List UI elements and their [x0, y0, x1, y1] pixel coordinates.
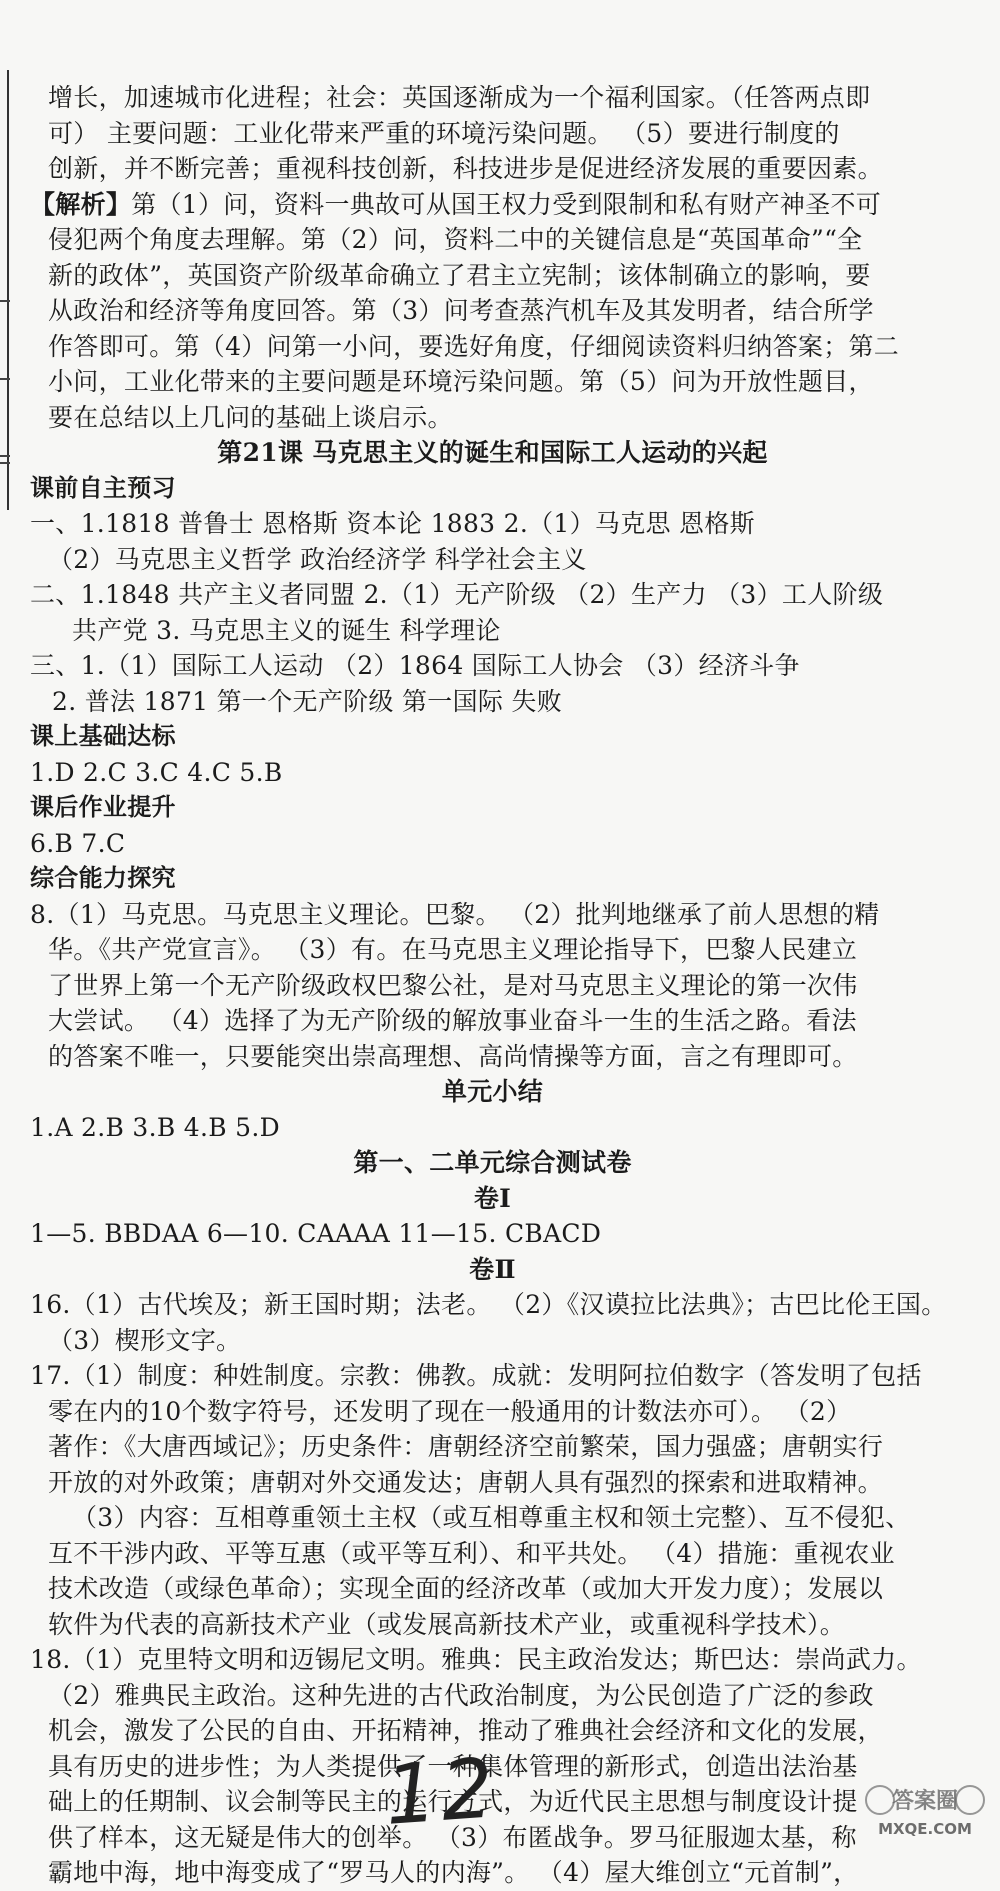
- text-line: [30, 577, 955, 613]
- text-line: [30, 293, 955, 329]
- line-text: 三、1.（1）国际工人运动 （2）1864 国际工人协会 （3）经济斗争: [30, 651, 800, 680]
- line-text: 课前自主预习: [30, 473, 176, 502]
- text-line: [30, 1678, 955, 1714]
- line-text: 霸地中海，地中海变成了“罗马人的内海”。 （4）屋大维创立“元首制”，: [48, 1858, 859, 1887]
- section-title: [30, 435, 955, 471]
- text-line: [30, 932, 955, 968]
- text-line: [30, 1855, 955, 1891]
- line-text: 16.（1）古代埃及；新王国时期；法老。 （2）《汉谟拉比法典》；古巴比伦王国。: [30, 1290, 947, 1319]
- margin-tick: [0, 378, 10, 380]
- text-line: [30, 1465, 955, 1501]
- text-line: [30, 1536, 955, 1572]
- text-line: [30, 684, 955, 720]
- text-line: [30, 116, 955, 152]
- line-text: 互不干涉内政、平等互惠（或平等互利）、和平共处。 （4）措施：重视农业: [48, 1538, 895, 1568]
- line-text: 8.（1）马克思。马克思主义理论。巴黎。 （2）批判地继承了前人思想的精: [30, 899, 880, 929]
- line-text: （2）雅典民主政治。这种先进的古代政治制度，为公民创造了广泛的参政: [48, 1680, 874, 1710]
- analysis-label: 【解析】: [30, 189, 132, 219]
- line-text: （2）马克思主义哲学 政治经济学 科学社会主义: [48, 544, 587, 574]
- line-text: 第21课 马克思主义的诞生和国际工人运动的兴起: [217, 438, 768, 467]
- line-text: 1—5. BBDAA 6—10. CAAAA 11—15. CBACD: [30, 1219, 602, 1248]
- line-text: 作答即可。第（4）问第一小问，要选好角度，仔细阅读资料归纳答案；第二: [48, 331, 900, 361]
- line-text: 卷Ⅰ: [473, 1183, 512, 1213]
- line-text: 一、1.1818 普鲁士 恩格斯 资本论 1883 2.（1）马克思 恩格斯: [30, 509, 755, 538]
- text-line: [30, 648, 955, 684]
- text-line: [30, 897, 955, 933]
- line-text: 要在总结以上几问的基础上谈启示。: [48, 402, 453, 432]
- text-line: [30, 1110, 955, 1146]
- watermark-logo: [860, 1780, 990, 1840]
- text-line: [30, 329, 955, 365]
- line-text: 小问，工业化带来的主要问题是环境污染问题。第（5）问为开放性题目，: [48, 367, 874, 396]
- line-text: 了世界上第一个无产阶级政权巴黎公社，是对马克思主义理论的第一次伟: [48, 970, 858, 1000]
- text-line: [30, 1607, 955, 1643]
- section-title: [30, 1181, 955, 1217]
- line-text: 共产党 3. 马克思主义的诞生 科学理论: [72, 615, 501, 645]
- line-text: 华。《共产党宣言》。 （3）有。在马克思主义理论指导下，巴黎人民建立: [48, 935, 858, 964]
- watermark-url: MXQE.COM: [878, 1820, 972, 1838]
- line-text: 从政治和经济等角度回答。第（3）问考查蒸汽机车及其发明者，结合所学: [48, 296, 874, 325]
- watermark-text: 答案圈: [891, 1789, 959, 1814]
- line-text: （3）楔形文字。: [48, 1325, 242, 1355]
- handwritten-page-number: 12: [381, 1741, 501, 1844]
- line-text: 6.B 7.C: [30, 828, 126, 858]
- text-line: [30, 187, 955, 223]
- line-text: 增长，加速城市化进程；社会：英国逐渐成为一个福利国家。（任答两点即: [48, 83, 871, 112]
- line-text: 1.D 2.C 3.C 4.C 5.B: [30, 757, 283, 787]
- line-text: 开放的对外政策；唐朝对外交通发达；唐朝人具有强烈的探索和进取精神。: [48, 1467, 883, 1497]
- line-text: 单元小结: [441, 1077, 544, 1106]
- line-text: 技术改造（或绿色革命）；实现全面的经济改革（或加大开发力度）；发展以: [48, 1574, 884, 1603]
- line-text: 可） 主要问题：工业化带来严重的环境污染问题。 （5）要进行制度的: [48, 118, 840, 148]
- margin-tick: [0, 300, 10, 302]
- text-line: [30, 1003, 955, 1039]
- text-line: [30, 258, 955, 294]
- line-text: 二、1.1848 共产主义者同盟 2.（1）无产阶级 （2）生产力 （3）工人阶级: [30, 580, 884, 609]
- binding-margin-line: [7, 70, 9, 510]
- text-line: [30, 1323, 955, 1359]
- line-text: 大尝试。 （4）选择了为无产阶级的解放事业奋斗一生的生活之路。看法: [48, 1006, 857, 1035]
- text-line: [30, 1500, 955, 1536]
- text-line: [30, 1039, 955, 1075]
- text-line: [30, 542, 955, 578]
- text-line: [30, 1358, 955, 1394]
- section-title: [30, 1252, 955, 1288]
- text-line: [30, 1394, 955, 1430]
- line-text: 卷Ⅱ: [469, 1254, 516, 1284]
- answer-text-body: [30, 80, 955, 1891]
- line-text: 第一、二单元综合测试卷: [353, 1148, 632, 1177]
- line-text: 1.A 2.B 3.B 4.B 5.D: [30, 1112, 280, 1142]
- subsection-heading: [30, 471, 955, 507]
- text-line: [30, 1287, 955, 1323]
- line-text: 新的政体”，英国资产阶级革命确立了君主立宪制；该体制确立的影响，要: [48, 260, 871, 290]
- line-text: 第（1）问，资料一典故可从国王权力受到限制和私有财产神圣不可: [131, 189, 882, 219]
- margin-tick: [0, 455, 10, 457]
- line-text: 侵犯两个角度去理解。第（2）问，资料二中的关键信息是“英国革命”“全: [48, 225, 863, 254]
- text-line: [30, 613, 955, 649]
- line-text: 零在内的10个数字符号，还发明了现在一般通用的计数法亦可）。 （2）: [48, 1396, 852, 1426]
- line-text: 综合能力探究: [30, 864, 176, 892]
- line-text: 机会，激发了公民的自由、开拓精神，推动了雅典社会经济和文化的发展，: [48, 1716, 883, 1745]
- text-line: [30, 1429, 955, 1465]
- line-text: 础上的任期制、议会制等民主的运行方式，为近代民主思想与制度设计提: [48, 1787, 858, 1816]
- text-line: [30, 400, 955, 436]
- line-text: （3）内容：互相尊重领土主权（或互相尊重主权和领土完整）、互不侵犯、: [72, 1503, 911, 1532]
- section-title: [30, 1074, 955, 1110]
- text-line: [30, 1216, 955, 1252]
- section-title: [30, 1145, 955, 1181]
- subsection-heading: [30, 861, 955, 897]
- line-text: 课上基础达标: [30, 722, 176, 750]
- line-text: 课后作业提升: [30, 793, 176, 821]
- text-line: [30, 826, 955, 862]
- line-text: 具有历史的进步性；为人类提供了一种集体管理的新形式，创造出法治基: [48, 1751, 858, 1781]
- text-line: [30, 151, 955, 187]
- line-text: 供了样本，这无疑是伟大的创举。 （3）布匿战争。罗马征服迦太基，称: [48, 1822, 857, 1852]
- text-line: [30, 968, 955, 1004]
- text-line: [30, 222, 955, 258]
- text-line: [30, 755, 955, 791]
- text-line: [30, 506, 955, 542]
- line-text: 2. 普法 1871 第一个无产阶级 第一国际 失败: [52, 686, 563, 716]
- line-text: 创新，并不断完善；重视科技创新，科技进步是促进经济发展的重要因素。: [48, 154, 883, 183]
- text-line: [30, 80, 955, 116]
- line-text: 18.（1）克里特文明和迈锡尼文明。雅典：民主政治发达；斯巴达：崇尚武力。: [30, 1645, 922, 1674]
- subsection-heading: [30, 719, 955, 755]
- text-line: [30, 364, 955, 400]
- line-text: 17.（1）制度：种姓制度。宗教：佛教。成就：发明阿拉伯数字（答发明了包括: [30, 1361, 922, 1390]
- subsection-heading: [30, 790, 955, 826]
- text-line: [30, 1642, 955, 1678]
- line-text: 的答案不唯一，只要能突出崇高理想、高尚情操等方面，言之有理即可。: [48, 1041, 858, 1071]
- margin-tick: [0, 462, 10, 464]
- line-text: 软件为代表的高新技术产业（或发展高新技术产业，或重视科学技术）。: [48, 1609, 846, 1639]
- text-line: [30, 1571, 955, 1607]
- line-text: 著作：《大唐西域记》；历史条件：唐朝经济空前繁荣，国力强盛；唐朝实行: [48, 1432, 884, 1461]
